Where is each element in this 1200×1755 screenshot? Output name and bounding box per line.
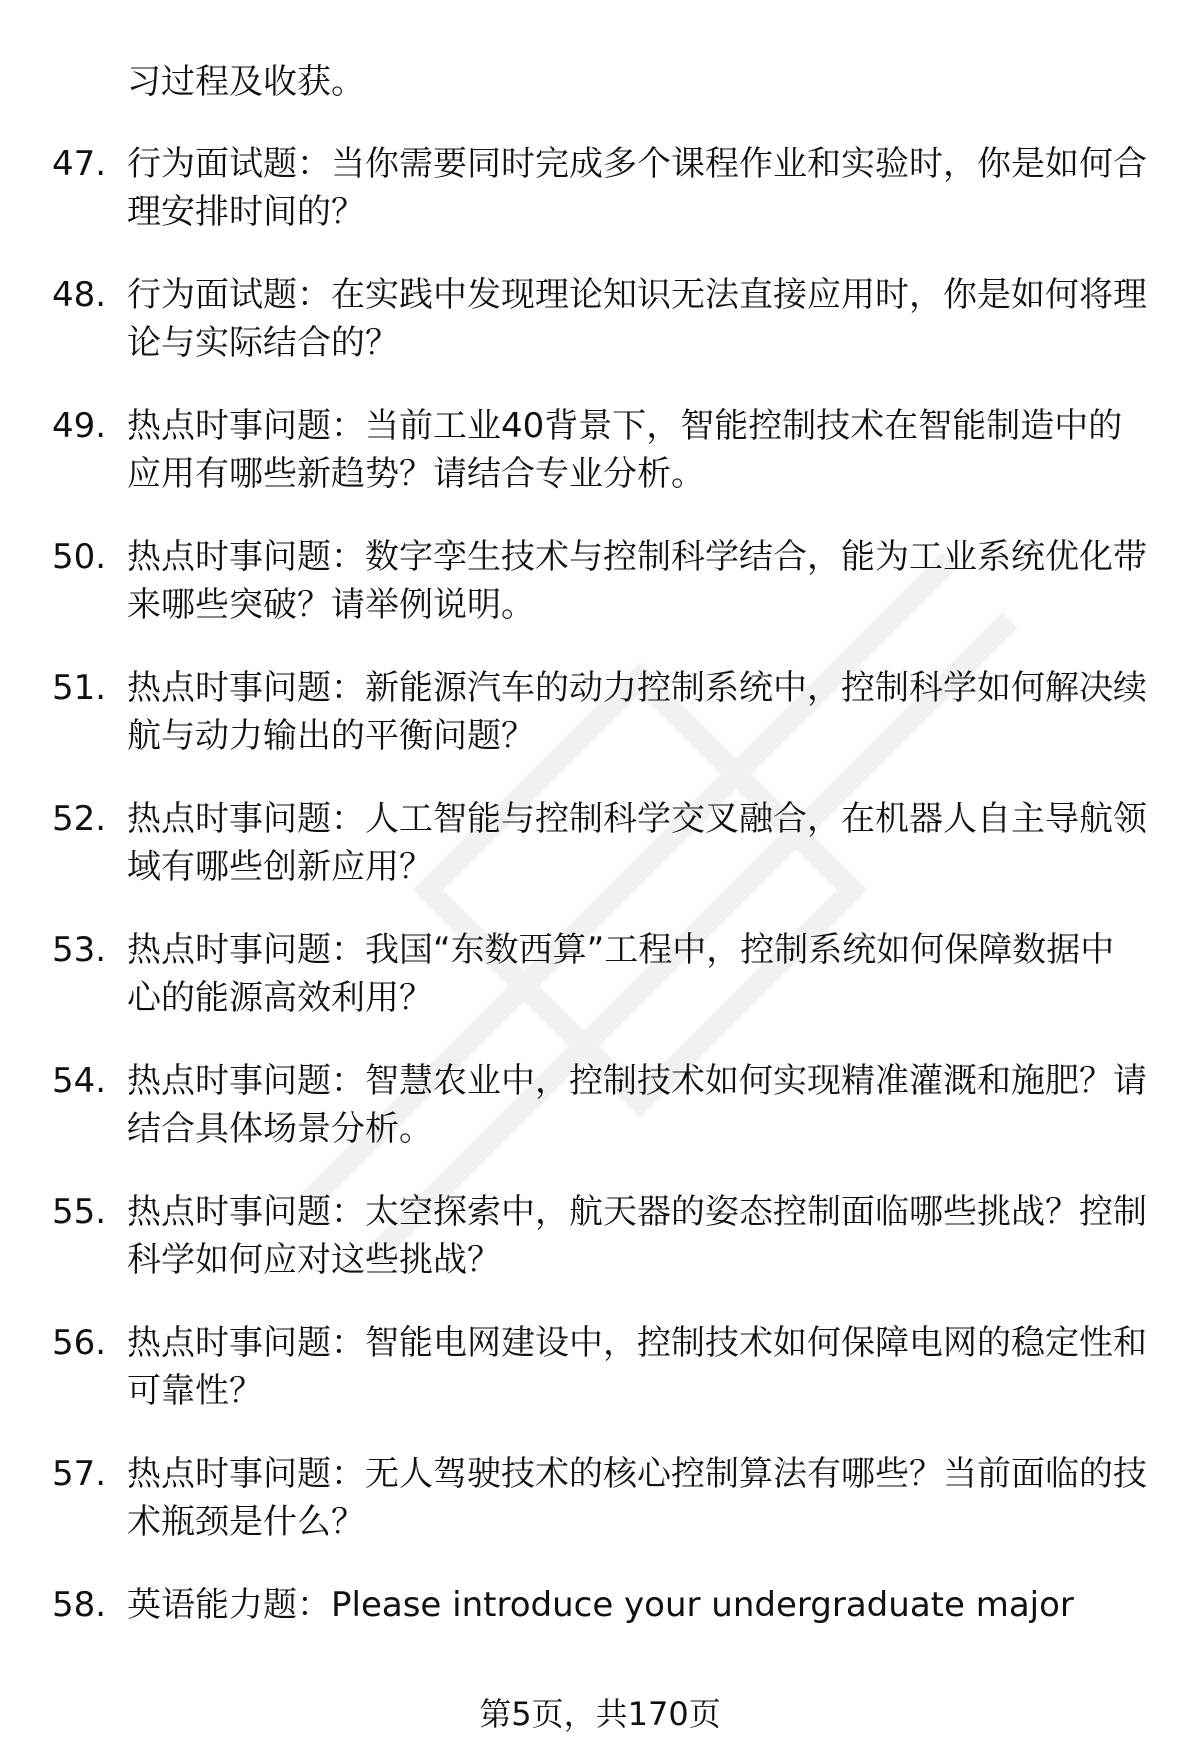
question-text: 热点时事问题：我国“东数西算”工程中，控制系统如何保障数据中心的能源高效利用？ [127, 930, 1115, 1018]
question-number: 55. [52, 1192, 107, 1232]
question-text: 热点时事问题：新能源汽车的动力控制系统中，控制科学如何解决续航与动力输出的平衡问题？ [127, 668, 1147, 756]
list-item [0, 795, 1200, 926]
question-number: 58. [52, 1585, 107, 1625]
list-item [0, 1450, 1200, 1581]
question-text: 热点时事问题：数字孪生技术与控制科学结合，能为工业系统优化带来哪些突破？请举例说明。 [127, 537, 1147, 625]
list-item [0, 402, 1200, 533]
list-item [0, 533, 1200, 664]
question-text: 行为面试题：在实践中发现理论知识无法直接应用时，你是如何将理论与实际结合的？ [127, 275, 1147, 363]
page-footer: 第5页，共170页 [479, 1695, 721, 1733]
question-number: 49. [52, 406, 107, 446]
question-text: 热点时事问题：人工智能与控制科学交叉融合，在机器人自主导航领域有哪些创新应用？ [127, 799, 1147, 887]
question-text: 热点时事问题：智慧农业中，控制技术如何实现精准灌溉和施肥？请结合具体场景分析。 [127, 1061, 1147, 1149]
question-number: 54. [52, 1061, 107, 1101]
continuation-text: 习过程及收获。 [127, 62, 365, 102]
question-number: 47. [52, 144, 107, 184]
question-text: 英语能力题：Please introduce your undergraduate major [127, 1585, 1074, 1625]
question-text: 热点时事问题：太空探索中，航天器的姿态控制面临哪些挑战？控制科学如何应对这些挑战？ [127, 1192, 1147, 1280]
list-item [0, 1188, 1200, 1319]
question-number: 50. [52, 537, 107, 577]
list-item [0, 271, 1200, 402]
question-text: 热点时事问题：当前工业40背景下，智能控制技术在智能制造中的应用有哪些新趋势？请结合专业分析。 [127, 406, 1123, 494]
question-text: 热点时事问题：无人驾驶技术的核心控制算法有哪些？当前面临的技术瓶颈是什么？ [127, 1454, 1147, 1542]
list-item [0, 926, 1200, 1057]
question-number: 53. [52, 930, 107, 970]
question-list [0, 140, 1200, 1712]
question-number: 56. [52, 1323, 107, 1363]
question-number: 48. [52, 275, 107, 315]
question-number: 52. [52, 799, 107, 839]
question-number: 57. [52, 1454, 107, 1494]
list-item [0, 1057, 1200, 1188]
question-text: 热点时事问题：智能电网建设中，控制技术如何保障电网的稳定性和可靠性？ [127, 1323, 1147, 1411]
list-item [0, 664, 1200, 795]
question-text: 行为面试题：当你需要同时完成多个课程作业和实验时，你是如何合理安排时间的？ [127, 144, 1147, 232]
list-item [0, 1319, 1200, 1450]
list-item [0, 140, 1200, 271]
question-number: 51. [52, 668, 107, 708]
